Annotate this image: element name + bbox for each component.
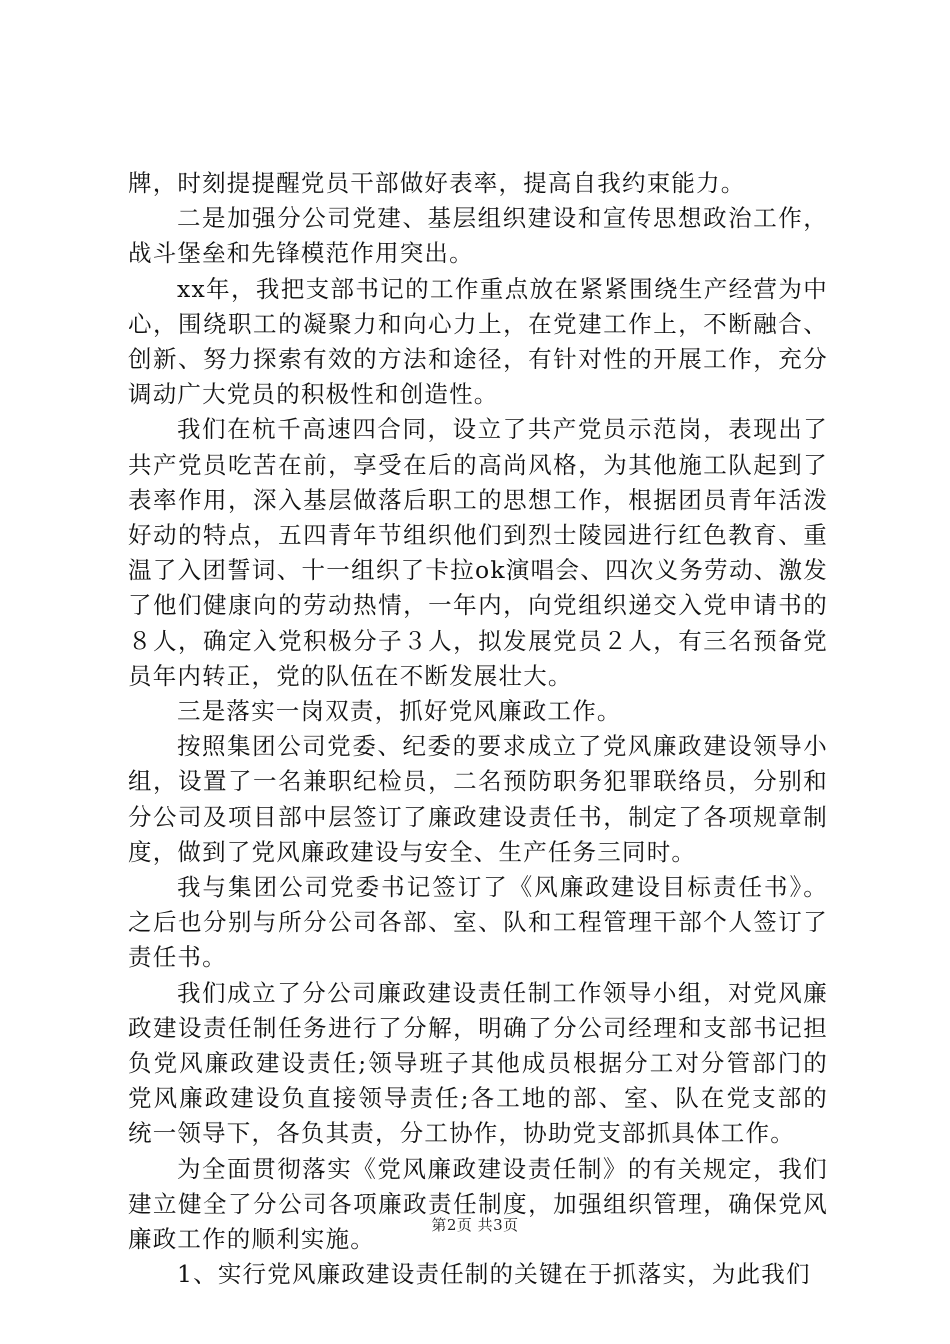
paragraph-3: xx年，我把支部书记的工作重点放在紧紧围绕生产经营为中心，围绕职工的凝聚力和向心力上，在党建工作上，不断融合、创新、努力探索有效的方法和途径，有针对性的开展工作，充分调动广大党员的积极性和创造性。 <box>128 274 828 409</box>
paragraph-5: 三是落实一岗双责，抓好党风廉政工作。 <box>177 697 622 726</box>
document-body <box>128 166 828 1293</box>
paragraph-2: 二是加强分公司党建、基层组织建设和宣传思想政治工作，战斗堡垒和先锋模范作用突出。 <box>128 204 828 268</box>
paragraph-8: 我们成立了分公司廉政建设责任制工作领导小组，对党风廉政建设责任制任务进行了分解，明确了分公司经理和支部书记担负党风廉政建设责任;领导班子其他成员根据分工对分管部门的党风廉政建设负直接领导责任;各工地的部、室、队在党支部的统一领导下，各负其责，分工协作，协助党支部抓具体工作。 <box>128 978 828 1148</box>
paragraph-4: 我们在杭千高速四合同，设立了共产党员示范岗，表现出了共产党员吃苦在前，享受在后的高尚风格，为其他施工队起到了表率作用，深入基层做落后职工的思想工作，根据团员青年活泼好动的特点，五四青年节组织他们到烈士陵园进行红色教育、重温了入团誓词、十一组织了卡拉ok演唱会、四次义务劳动、激发了他们健康向的劳动热情，一年内，向党组织递交入党申请书的８人，确定入党积极分子３人，拟发展党员２人，有三名预备党员年内转正，党的队伍在不断发展壮大。 <box>128 415 828 690</box>
paragraph-6: 按照集团公司党委、纪委的要求成立了党风廉政建设领导小组，设置了一名兼职纪检员，二名预防职务犯罪联络员，分别和分公司及项目部中层签订了廉政建设责任书，制定了各项规章制度，做到了党风廉政建设与安全、生产任务三同时。 <box>128 732 828 866</box>
paragraph-7: 我与集团公司党委书记签订了《风廉政建设目标责任书》。之后也分别与所分公司各部、室、队和工程管理干部个人签订了责任书。 <box>128 873 828 972</box>
paragraph-9: 为全面贯彻落实《党风廉政建设责任制》的有关规定，我们建立健全了分公司各项廉政责任制度，加强组织管理，确保党风廉政工作的顺利实施。 <box>128 1154 828 1254</box>
paragraph-10: 1、实行党风廉政建设责任制的关键在于抓落实，为此我们 <box>177 1260 811 1289</box>
paragraph-1: 牌，时刻提提醒党员干部做好表率，提高自我约束能力。 <box>128 169 746 197</box>
page-number-footer: 第2页 共3页 <box>431 1216 519 1234</box>
